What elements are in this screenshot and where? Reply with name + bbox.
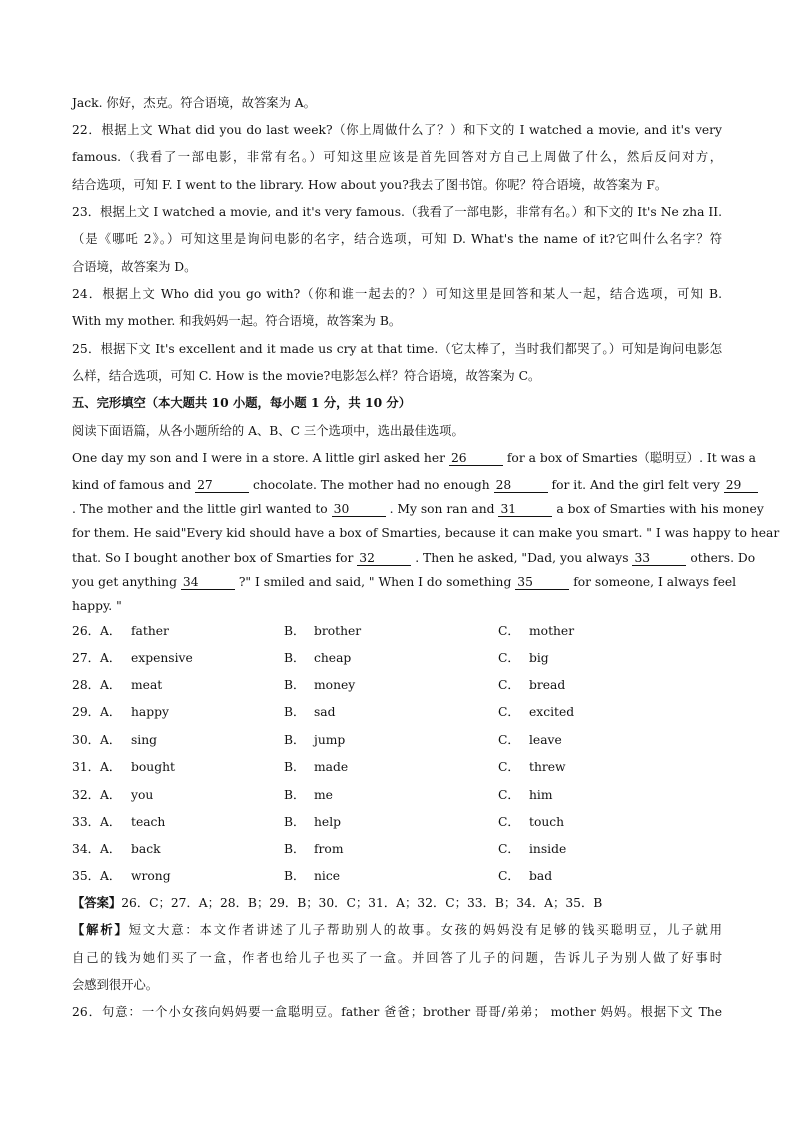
option-b: money: [314, 678, 356, 692]
passage-text: . The mother and the little girl wanted to: [72, 502, 328, 516]
passage-text: chocolate. The mother had no enough: [253, 478, 490, 492]
blank-26: 26: [449, 451, 503, 466]
option-b: cheap: [314, 651, 352, 665]
option-c-label: C．: [498, 788, 520, 802]
option-b: me: [314, 788, 333, 802]
option-c-label: C．: [498, 733, 520, 747]
option-a: you: [131, 788, 154, 802]
explanation-line: 23．根据上文 I watched a movie, and it's very famous.（我看了一部电影，非常有名。）和下文的 It's Ne zha II.: [72, 205, 722, 219]
passage-text: a box of Smarties with his money: [556, 502, 764, 516]
option-c: inside: [529, 842, 567, 856]
option-row: [72, 813, 732, 831]
passage-text: that. So I bought another box of Smarties for: [72, 551, 354, 565]
option-a: back: [131, 842, 161, 856]
analysis-text: 短文大意：本文作者讲述了儿子帮助别人的故事。女孩的妈妈没有足够的钱买聪明豆，儿子就用: [128, 923, 722, 937]
passage-line: [72, 449, 756, 467]
option-c: leave: [529, 733, 562, 747]
question-number: 33．A．: [72, 815, 122, 829]
option-c: threw: [529, 760, 566, 774]
option-c: bread: [529, 678, 566, 692]
option-b-label: B．: [284, 788, 306, 802]
explanation-line: With my mother. 和我妈妈一起。符合语境，故答案为 B。: [72, 314, 402, 328]
explanation-line: 么样，结合选项，可知 C. How is the movie?电影怎么样？符合语境，故答案为 C。: [72, 369, 541, 383]
explanation-line: Jack. 你好，杰克。符合语境，故答案为 A。: [72, 96, 316, 110]
passage-text: for it. And the girl felt very: [551, 478, 720, 492]
option-c: excited: [529, 705, 575, 719]
passage-line: [72, 476, 742, 494]
question-number: 29．A．: [72, 705, 122, 719]
option-row: [72, 622, 732, 640]
option-c-label: C．: [498, 705, 520, 719]
analysis-tag: 【解析】: [72, 922, 129, 937]
analysis-line: [72, 921, 722, 939]
option-b: help: [314, 815, 342, 829]
option-row: [72, 649, 732, 667]
option-row: [72, 731, 732, 749]
analysis-line: 26．句意：一个小女孩向妈妈要一盒聪明豆。father 爸爸；brother 哥哥/弟弟； mother 妈妈。根据下文 The: [72, 1005, 722, 1019]
blank-31: 31: [498, 502, 552, 517]
option-a: teach: [131, 815, 166, 829]
question-number: 34．A．: [72, 842, 122, 856]
option-b: sad: [314, 705, 336, 719]
option-row: [72, 676, 732, 694]
option-b: nice: [314, 869, 341, 883]
instruction-text: 阅读下面语篇，从各小题所给的 A、B、C 三个选项中，选出最佳选项。: [72, 424, 464, 438]
option-a: expensive: [131, 651, 193, 665]
option-c-label: C．: [498, 651, 520, 665]
explanation-line: 25．根据下文 It's excellent and it made us cry at that time.（它太棒了，当时我们都哭了。）可知是询问电影怎: [72, 342, 722, 356]
answer-text: 26．C；27．A；28．B；29．B；30．C；31．A；32．C；33．B；34．A；35．B: [121, 896, 603, 910]
answer-tag: 【答案】: [72, 895, 122, 910]
blank-33: 33: [632, 551, 686, 566]
option-c-label: C．: [498, 624, 520, 638]
option-b-label: B．: [284, 815, 306, 829]
option-b: brother: [314, 624, 362, 638]
option-b-label: B．: [284, 624, 306, 638]
option-row: [72, 867, 732, 885]
option-c-label: C．: [498, 760, 520, 774]
option-b-label: B．: [284, 842, 306, 856]
option-c: big: [529, 651, 549, 665]
option-c: him: [529, 788, 553, 802]
blank-30: 30: [332, 502, 386, 517]
option-row: [72, 758, 732, 776]
option-row: [72, 703, 732, 721]
passage-text: kind of famous and: [72, 478, 192, 492]
option-b: jump: [314, 733, 346, 747]
option-b-label: B．: [284, 733, 306, 747]
blank-35: 35: [515, 575, 569, 590]
passage-text: for a box of Smarties（聪明豆）. It was a: [506, 451, 756, 465]
analysis-line: 自己的钱为她们买了一盒，作者也给儿子也买了一盒。并回答了儿子的问题，告诉儿子为别人做了好事时: [72, 951, 722, 965]
option-c: touch: [529, 815, 565, 829]
question-number: 35．A．: [72, 869, 122, 883]
blank-27: 27: [195, 478, 249, 493]
option-b-label: B．: [284, 869, 306, 883]
analysis-line: 会感到很开心。: [72, 978, 159, 992]
passage-line: for them. He said"Every kid should have a box of Smarties, because it can make you smart. " I was happy to hear: [72, 526, 780, 540]
option-b: made: [314, 760, 349, 774]
option-row: [72, 786, 732, 804]
explanation-line: 结合选项，可知 F. I went to the library. How about you?我去了图书馆。你呢？符合语境，故答案为 F。: [72, 178, 668, 192]
option-a: meat: [131, 678, 163, 692]
passage-text: others. Do: [690, 551, 756, 565]
passage-text: ?" I smiled and said, " When I do something: [238, 575, 512, 589]
section-title: 五、完形填空（本大题共 10 小题，每小题 1 分，共 10 分）: [72, 395, 411, 410]
explanation-line: 合语境，故答案为 D。: [72, 260, 197, 274]
blank-29: 29: [724, 478, 758, 493]
passage-text: . My son ran and: [389, 502, 495, 516]
question-number: 31．A．: [72, 760, 122, 774]
answer-line: [72, 894, 722, 912]
explanation-line: （是《哪吒 2》。）可知这里是询问电影的名字，结合选项，可知 D. What's the name of it?它叫什么名字？符: [72, 232, 722, 246]
blank-28: 28: [494, 478, 548, 493]
question-number: 27．A．: [72, 651, 122, 665]
option-a: wrong: [131, 869, 171, 883]
option-b-label: B．: [284, 651, 306, 665]
question-number: 30．A．: [72, 733, 122, 747]
explanation-line: 24．根据上文 Who did you go with?（你和谁一起去的？）可知这里是回答和某人一起，结合选项，可知 B.: [72, 287, 722, 301]
passage-line: [72, 549, 756, 567]
question-number: 28．A．: [72, 678, 122, 692]
passage-line: happy. ": [72, 599, 122, 613]
passage-text: for someone, I always feel: [573, 575, 737, 589]
option-a: happy: [131, 705, 169, 719]
option-a: father: [131, 624, 169, 638]
option-row: [72, 840, 732, 858]
passage-line: [72, 573, 737, 591]
question-number: 32．A．: [72, 788, 122, 802]
option-c-label: C．: [498, 842, 520, 856]
blank-34: 34: [181, 575, 235, 590]
option-b-label: B．: [284, 705, 306, 719]
option-a: bought: [131, 760, 175, 774]
option-c: mother: [529, 624, 575, 638]
option-c: bad: [529, 869, 553, 883]
blank-32: 32: [357, 551, 411, 566]
option-b: from: [314, 842, 344, 856]
option-b-label: B．: [284, 760, 306, 774]
passage-text: you get anything: [72, 575, 177, 589]
passage-text: One day my son and I were in a store. A little girl asked her: [72, 451, 446, 465]
option-a: sing: [131, 733, 158, 747]
option-c-label: C．: [498, 678, 520, 692]
option-c-label: C．: [498, 815, 520, 829]
explanation-line: famous.（我看了一部电影，非常有名。）可知这里应该是首先回答对方自己上周做了什么，然后反问对方，: [72, 150, 722, 164]
explanation-line: 22．根据上文 What did you do last week?（你上周做什么了？）和下文的 I watched a movie, and it's very: [72, 123, 722, 137]
option-b-label: B．: [284, 678, 306, 692]
option-c-label: C．: [498, 869, 520, 883]
question-number: 26．A．: [72, 624, 122, 638]
passage-text: . Then he asked, "Dad, you always: [415, 551, 629, 565]
passage-line: [72, 500, 764, 518]
